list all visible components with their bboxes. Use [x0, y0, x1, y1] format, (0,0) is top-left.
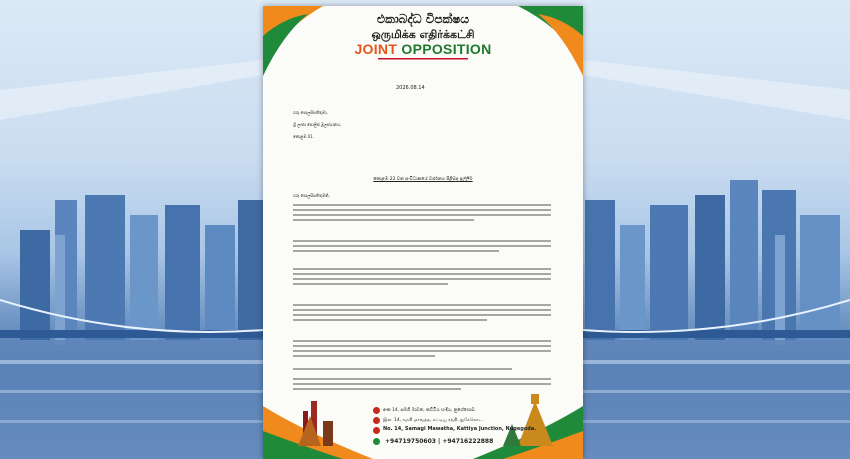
- footer-address-english: No. 14, Samagi Mawatha, Kattiya Junction, Nugegoda.: [383, 426, 537, 432]
- location-icon: [373, 407, 380, 414]
- body-paragraph: [293, 268, 551, 288]
- body-paragraph: [293, 304, 551, 324]
- location-icon: [373, 427, 380, 434]
- body-paragraph: [293, 240, 551, 255]
- brand-english-opposition: OPPOSITION: [401, 41, 492, 57]
- footer-address-tamil: இல. 14, சமகி மாவத்த, கட்டிய சந்தி, நுகேகொட.: [383, 418, 484, 423]
- body-paragraph: [293, 204, 551, 224]
- footer-phone: +94719750603 | +94716222888: [385, 438, 494, 445]
- recipient-line: කොළඹ 01.: [293, 134, 314, 139]
- letter-document: [263, 6, 583, 459]
- location-icon: [373, 417, 380, 424]
- letter-date: 2026.08.14: [396, 85, 425, 91]
- recipient-line: ශ්‍රී ලංකා පොලිස් මූලස්ථානය,: [293, 122, 342, 127]
- body-paragraph: [293, 340, 551, 360]
- brand-sinhala: [263, 12, 583, 27]
- phone-icon: [373, 438, 380, 445]
- recipient-line: ගරු පොලසිපතිතුමා,: [293, 110, 328, 115]
- footer-address-sinhala: අංක 14, සමගි මාවත, කට්ටිය හංදිය, නුගේගොඩ.: [383, 408, 477, 413]
- brand-english-joint: JOINT: [354, 41, 398, 57]
- body-paragraph: [293, 368, 551, 373]
- letter-subject: කොළඹ 22 වන සංවිධානයේ වර්ජනය පිළිබඳ ඉල්ලීම: [373, 177, 473, 182]
- brand-english: [263, 41, 583, 57]
- brand-tamil: ஒருமிக்க எதிர்க்கட்சி: [371, 28, 475, 41]
- letter-salutation: ගරු පොලසිපතිතුමනි,: [293, 193, 330, 198]
- body-paragraph: [293, 378, 551, 393]
- brand-sinhala-prefix: එකාබද්ධ: [376, 12, 422, 26]
- brand-sinhala-name: විපක්ෂය: [425, 12, 470, 26]
